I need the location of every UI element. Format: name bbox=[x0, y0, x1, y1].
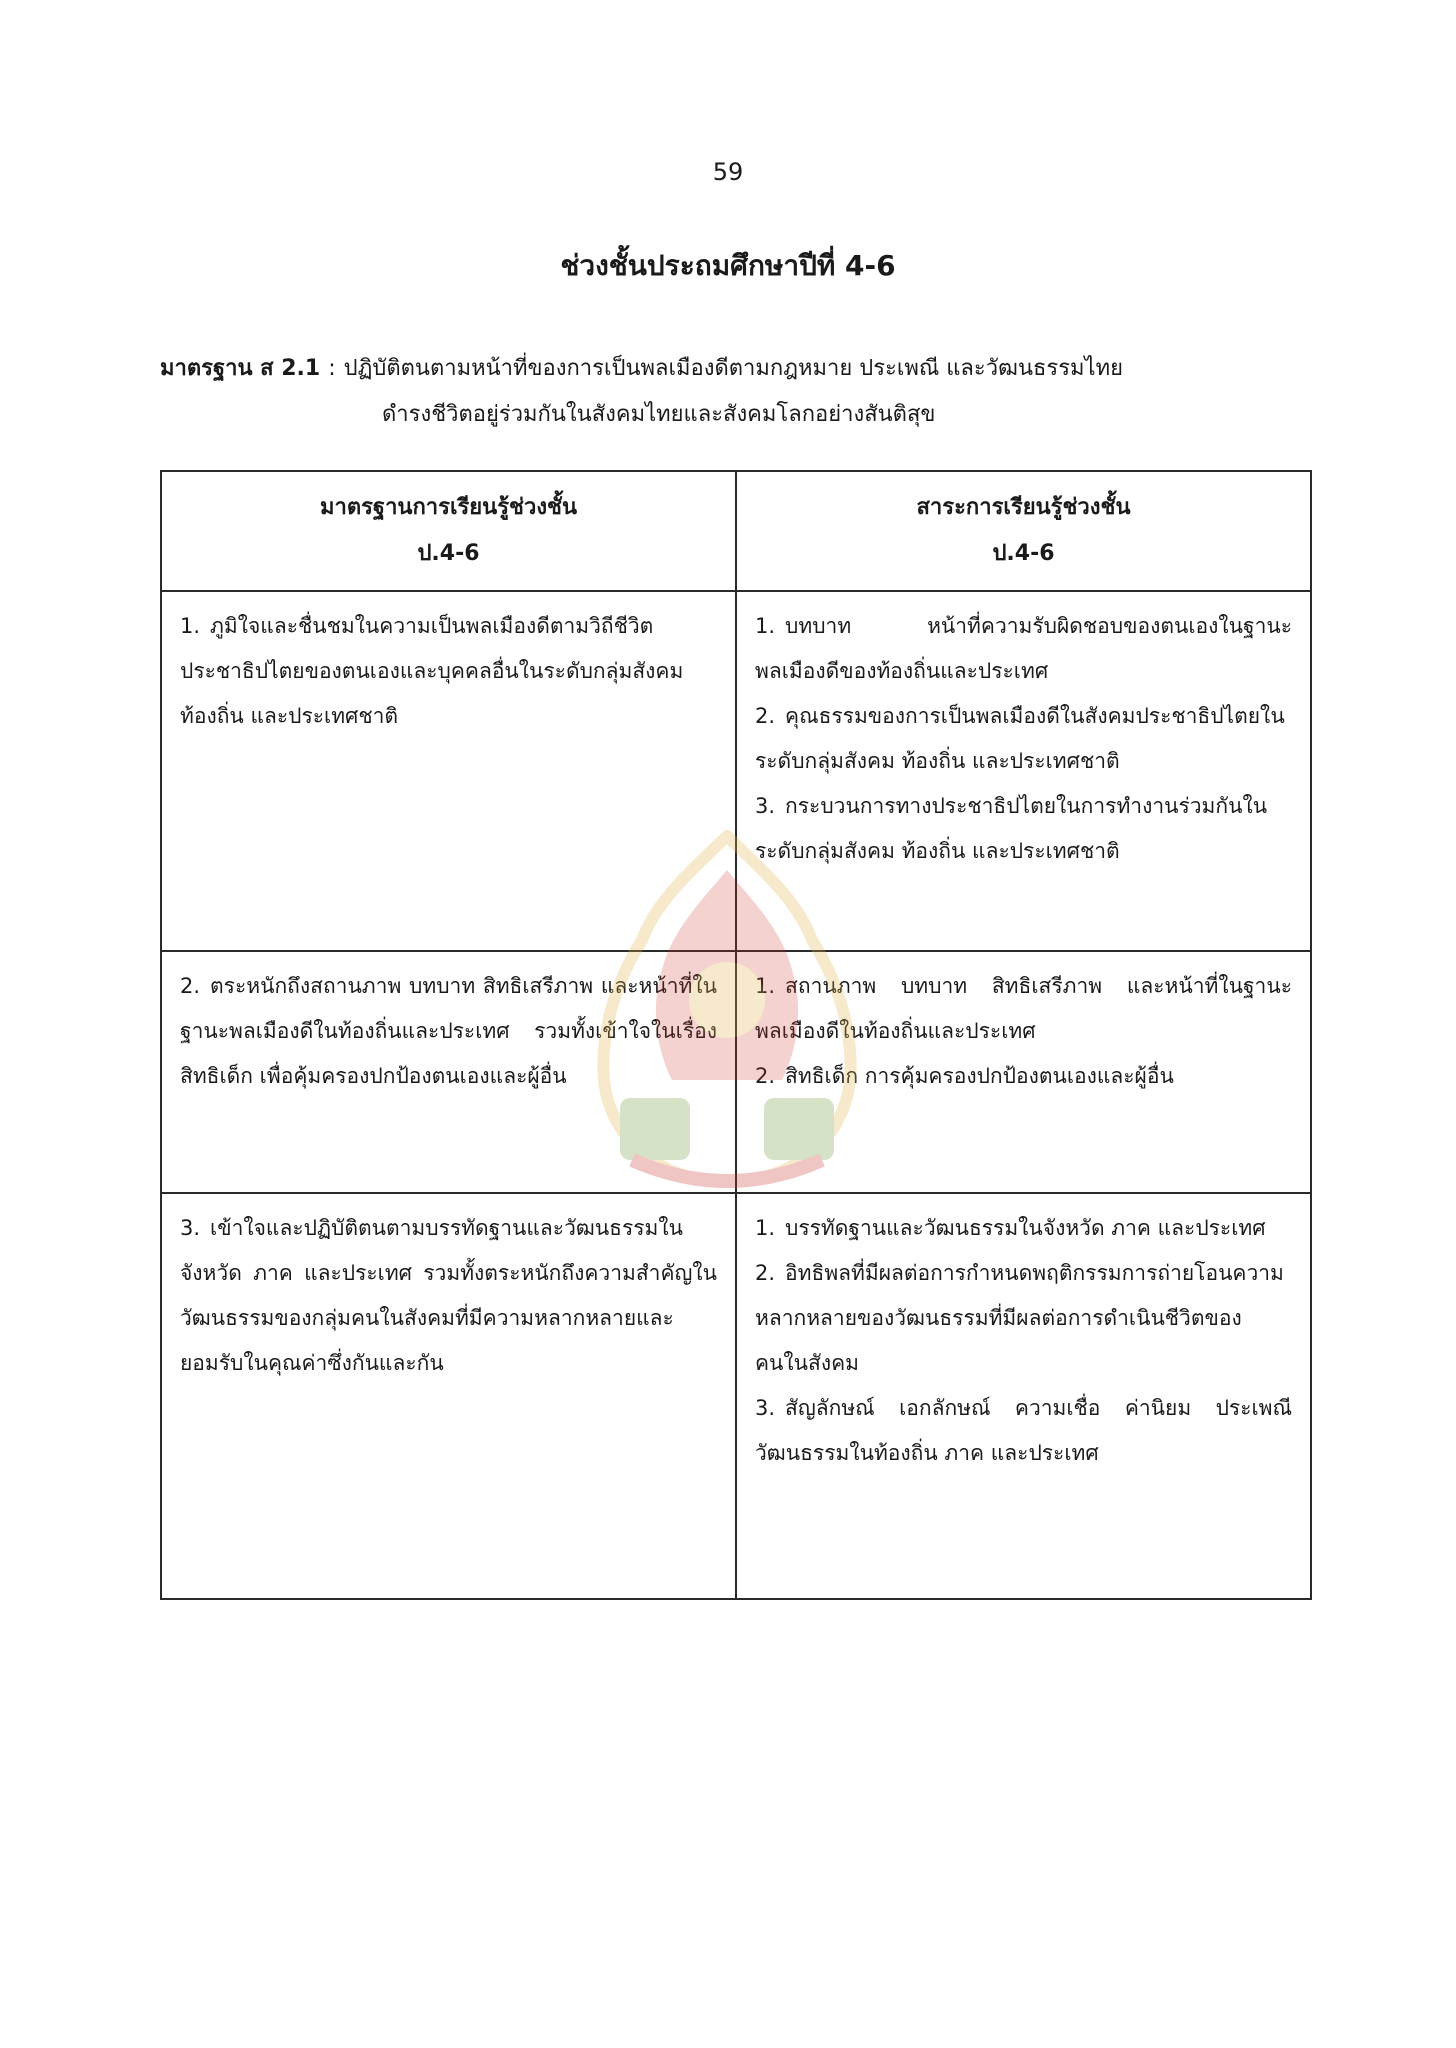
page-number: 59 bbox=[712, 158, 744, 186]
page-title: ช่วงชั้นประถมศึกษาปีที่ 4-6 bbox=[560, 249, 896, 282]
standard-label: มาตรฐาน ส 2.1 bbox=[160, 356, 321, 381]
item-number: 2. bbox=[755, 1064, 776, 1088]
header-learning-standards bbox=[161, 471, 736, 591]
content-item bbox=[755, 964, 1292, 1054]
item-text: สัญลักษณ์ เอกลักษณ์ ความเชื่อ ค่านิยม ประเพณี วัฒนธรรมในท้องถิ่น ภาค และประเทศ bbox=[755, 1396, 1292, 1465]
content-item bbox=[755, 1251, 1292, 1386]
standard-text-line-2: ดำรงชีวิตอยู่ร่วมกันในสังคมไทยและสังคมโลกอย่างสันติสุข bbox=[382, 402, 936, 427]
item-text: คุณธรรมของการเป็นพลเมืองดีในสังคมประชาธิปไตยในระดับกลุ่มสังคม ท้องถิ่น และประเทศชาติ bbox=[755, 704, 1285, 773]
standard-line-1 bbox=[160, 346, 1310, 392]
header-right-line-2: ป.4-6 bbox=[992, 541, 1055, 566]
item-text: บทบาท หน้าที่ความรับผิดชอบของตนเองในฐานะพลเมืองดีของท้องถิ่นและประเทศ bbox=[755, 614, 1292, 683]
header-left-line-2: ป.4-6 bbox=[417, 541, 480, 566]
standard-text-line-1: ปฏิบัติตนตามหน้าที่ของการเป็นพลเมืองดีตามกฎหมาย ประเพณี และวัฒนธรรมไทย bbox=[343, 356, 1124, 381]
item-number: 2. bbox=[755, 704, 776, 728]
standard-cell bbox=[161, 591, 736, 951]
item-text: บรรทัดฐานและวัฒนธรรมในจังหวัด ภาค และประเทศ bbox=[785, 1216, 1266, 1240]
standard-item bbox=[180, 964, 717, 1099]
item-number: 2. bbox=[180, 974, 201, 998]
content-item bbox=[755, 694, 1292, 784]
standard-cell bbox=[161, 951, 736, 1193]
standard-separator: : bbox=[328, 356, 336, 381]
table-row bbox=[161, 1193, 1311, 1599]
table-row bbox=[161, 951, 1311, 1193]
header-learning-content bbox=[736, 471, 1311, 591]
item-text: ภูมิใจและชื่นชมในความเป็นพลเมืองดีตามวิถีชีวิตประชาธิปไตยของตนเองและบุคคลอื่นในระดับกลุ่มสังคม ท้องถิ่น และประเทศชาติ bbox=[180, 614, 684, 728]
standard-statement bbox=[160, 346, 1310, 438]
standard-line-2 bbox=[160, 392, 1310, 438]
content-cell bbox=[736, 1193, 1311, 1599]
content-cell bbox=[736, 591, 1311, 951]
table-row bbox=[161, 591, 1311, 951]
content-item bbox=[755, 1206, 1292, 1251]
item-text: เข้าใจและปฏิบัติตนตามบรรทัดฐานและวัฒนธรรมในจังหวัด ภาค และประเทศ รวมทั้งตระหนักถึงความสำคัญในวัฒนธรรมของกลุ่มคนในสังคมที่มีความหลากหลายและยอมรับในคุณค่าซึ่งกันและกัน bbox=[180, 1216, 717, 1375]
item-text: กระบวนการทางประชาธิปไตยในการทำงานร่วมกันในระดับกลุ่มสังคม ท้องถิ่น และประเทศชาติ bbox=[755, 794, 1268, 863]
standard-cell bbox=[161, 1193, 736, 1599]
item-text: อิทธิพลที่มีผลต่อการกำหนดพฤติกรรมการถ่ายโอนความหลากหลายของวัฒนธรรมที่มีผลต่อการดำเนินชีวิตของคนในสังคม bbox=[755, 1261, 1284, 1375]
item-text: ตระหนักถึงสถานภาพ บทบาท สิทธิเสรีภาพ และหน้าที่ในฐานะพลเมืองดีในท้องถิ่นและประเทศ รวมทั้งเข้าใจในเรื่องสิทธิเด็ก เพื่อคุ้มครองปกป้องตนเองและผู้อื่น bbox=[180, 974, 717, 1088]
item-number: 1. bbox=[755, 974, 776, 998]
content-item bbox=[755, 1054, 1292, 1099]
content-item bbox=[755, 784, 1292, 874]
content-cell bbox=[736, 951, 1311, 1193]
item-number: 3. bbox=[755, 794, 776, 818]
item-number: 3. bbox=[180, 1216, 201, 1240]
item-number: 1. bbox=[755, 614, 776, 638]
item-number: 3. bbox=[755, 1396, 776, 1420]
header-left-line-1: มาตรฐานการเรียนรู้ช่วงชั้น bbox=[319, 495, 578, 520]
item-number: 2. bbox=[755, 1261, 776, 1285]
item-text: สถานภาพ บทบาท สิทธิเสรีภาพ และหน้าที่ในฐานะพลเมืองดีในท้องถิ่นและประเทศ bbox=[755, 974, 1292, 1043]
item-number: 1. bbox=[755, 1216, 776, 1240]
content-item bbox=[755, 604, 1292, 694]
header-right-line-1: สาระการเรียนรู้ช่วงชั้น bbox=[916, 495, 1131, 520]
item-text: สิทธิเด็ก การคุ้มครองปกป้องตนเองและผู้อื่น bbox=[785, 1064, 1174, 1088]
content-item bbox=[755, 1386, 1292, 1476]
standard-item bbox=[180, 604, 717, 739]
curriculum-table bbox=[160, 470, 1312, 1600]
item-number: 1. bbox=[180, 614, 201, 638]
standard-item bbox=[180, 1206, 717, 1386]
table-header-row bbox=[161, 471, 1311, 591]
